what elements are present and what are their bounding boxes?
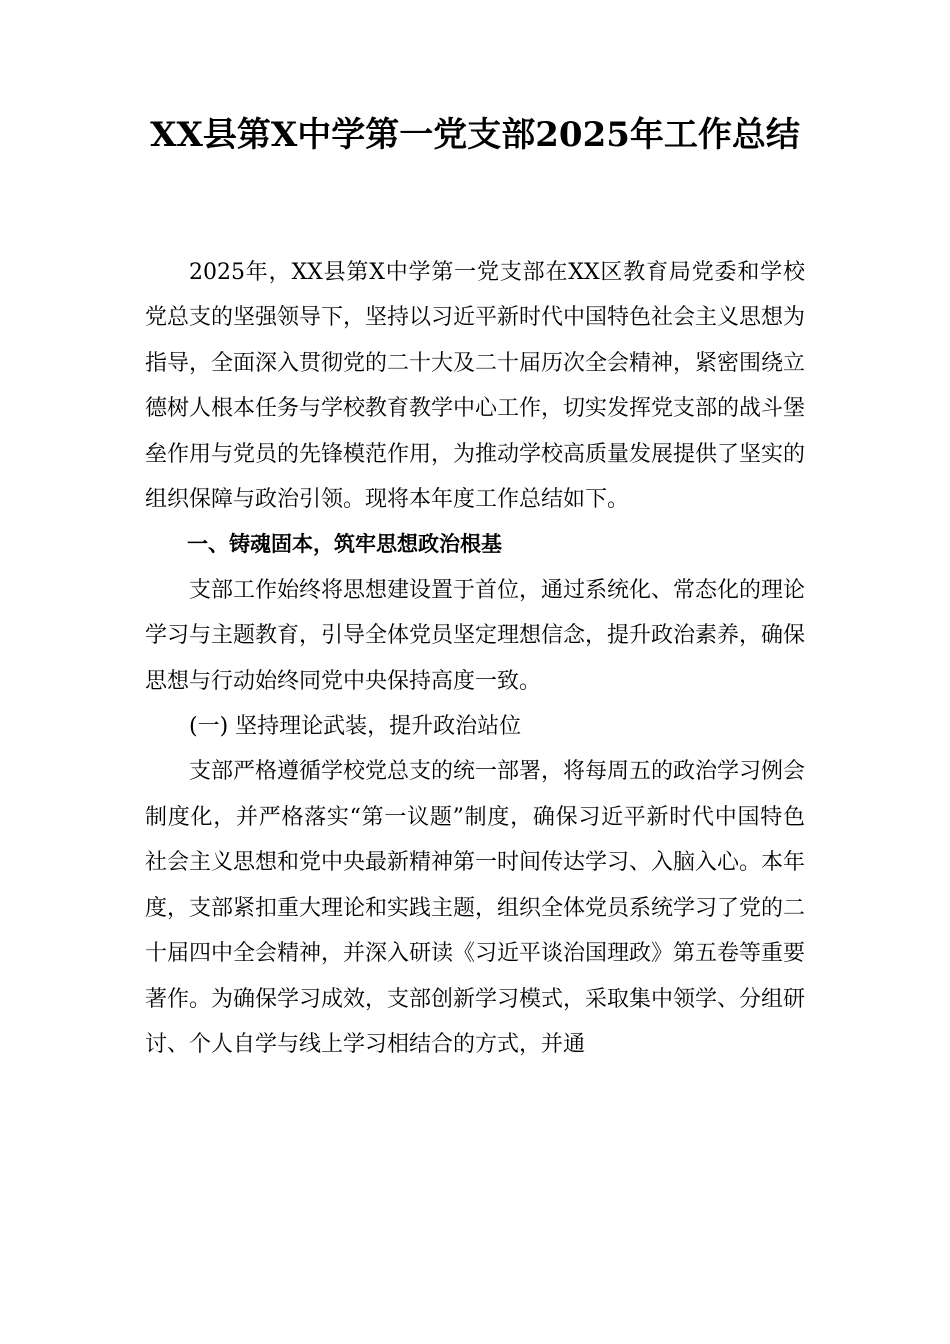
document-title: XX县第X中学第一党支部2025年工作总结 — [150, 115, 800, 155]
subsection-heading-1-1: (一) 坚持理论武装，提升政治站位 — [189, 714, 522, 740]
document-body — [145, 250, 805, 1067]
intro-paragraph: 2025年，XX县第X中学第一党支部在XX区教育局党委和学校党总支的坚强领导下，坚持以习近平新时代中国特色社会主义思想为指导，全面深入贯彻党的二十大及二十届历次全会精神，紧密围绕立德树人根本任务与学校教育教学中心工作，切实发挥党支部的战斗堡垒作用与党员的先锋模范作用，为推动学校高质量发展提供了坚实的组织保障与政治引领。现将本年度工作总结如下。 — [145, 260, 806, 513]
section-heading-1: 一、铸魂固本，筑牢思想政治根基 — [187, 532, 502, 557]
subsection-1-1-paragraph: 支部严格遵循学校党总支的统一部署，将每周五的政治学习例会制度化，并严格落实“第一议题”制度，确保习近平新时代中国特色社会主义思想和党中央最新精神第一时间传达学习、入脑入心。本年度，支部紧扣重大理论和实践主题，组织全体党员系统学习了党的二十届四中全会精神，并深入研读《习近平谈治国理政》第五卷等重要著作。为确保学习成效，支部创新学习模式，采取集中领学、分组研讨、个人自学与线上学习相结合的方式，并通 — [145, 759, 806, 1057]
section-1-paragraph: 支部工作始终将思想建设置于首位，通过系统化、常态化的理论学习与主题教育，引导全体党员坚定理想信念，提升政治素养，确保思想与行动始终同党中央保持高度一致。 — [145, 577, 806, 694]
